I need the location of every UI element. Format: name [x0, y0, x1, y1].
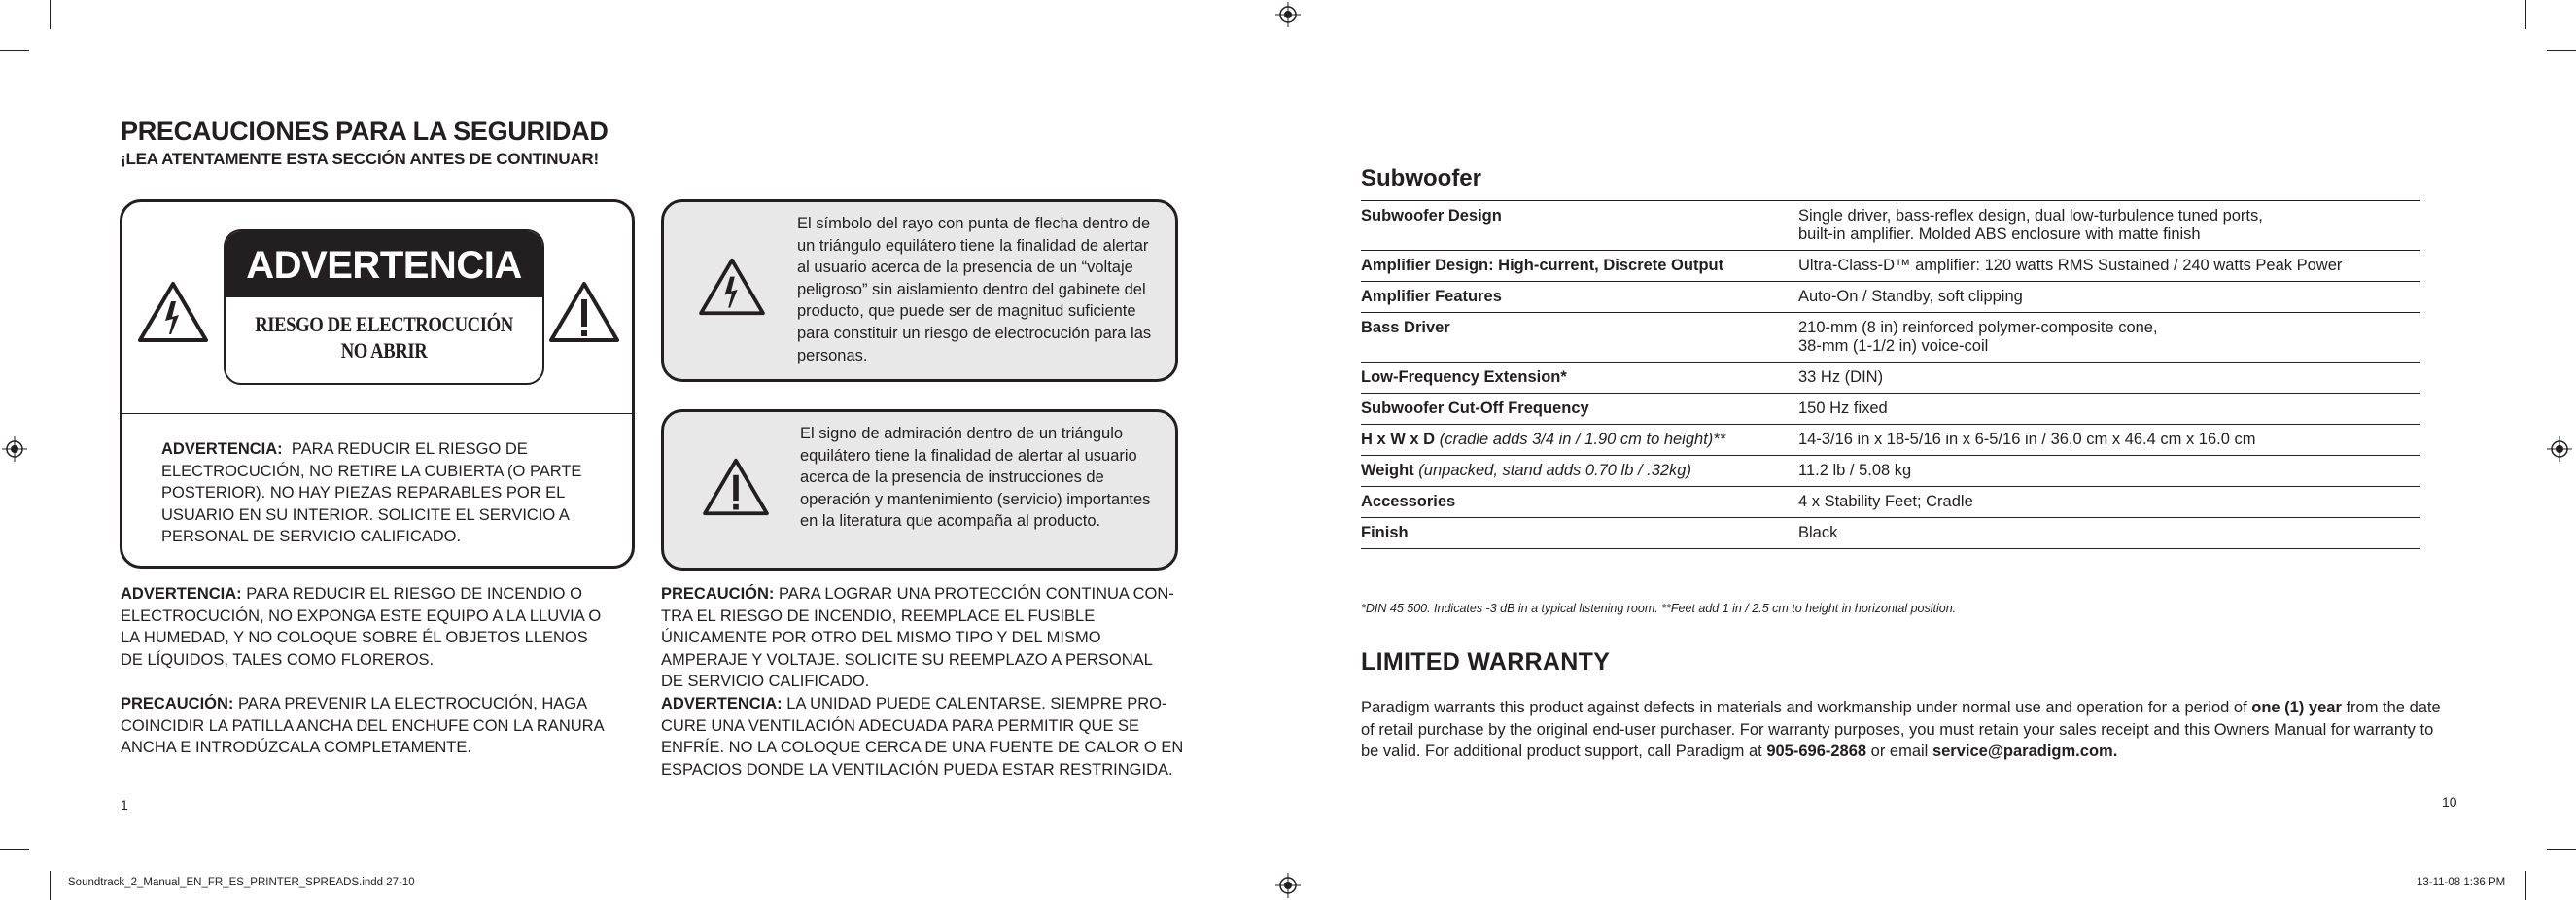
note-lead: PRECAUCIÓN:	[121, 695, 234, 712]
spec-row	[1361, 251, 2420, 282]
spec-value: 33 Hz (DIN)	[1798, 368, 1884, 386]
note-paragraph	[121, 693, 607, 759]
note-text: PARA REDUCIR EL RIESGO DE INCENDIO O ELECTROCUCIÓN, NO EXPONGA ESTE EQUIPO A LA LLUVIA O LA HUMEDAD, Y NO COLOQUE SOBRE ÉL OBJETOS LLENOS DE LÍQUIDOS, TALES COMO FLOREROS.	[121, 585, 602, 669]
exclamation-warning-icon	[701, 457, 771, 517]
lightning-warning-icon	[136, 280, 210, 344]
spec-table	[1361, 200, 2420, 549]
spec-label-cell	[1361, 282, 1798, 313]
spec-label-cell	[1361, 201, 1798, 251]
lightning-warning-icon	[697, 257, 767, 317]
spec-note: (unpacked, stand adds 0.70 lb / .32kg)	[1418, 462, 1691, 479]
spec-row	[1361, 518, 2420, 549]
spec-value: Ultra-Class-D™ amplifier: 120 watts RMS Sustained / 240 watts Peak Power	[1798, 257, 2343, 274]
spec-label-cell	[1361, 487, 1798, 518]
page-subtitle: ¡LEA ATENTAMENTE ESTA SECCIÓN ANTES DE CONTINUAR!	[121, 150, 600, 168]
section-title: Subwoofer	[1361, 165, 1481, 191]
spec-label: H x W x D	[1361, 431, 1436, 448]
crop-mark	[2547, 50, 2576, 51]
spec-label: Weight	[1361, 462, 1414, 479]
slug-filename: Soundtrack_2_Manual_EN_FR_ES_PRINTER_SPREADS.indd 27-10	[68, 877, 415, 888]
spec-value: Auto-On / Standby, soft clipping	[1798, 288, 2023, 305]
crop-mark	[0, 849, 29, 850]
spec-value-cell	[1798, 456, 2420, 487]
warning-paragraph	[161, 438, 609, 548]
spec-label-cell	[1361, 363, 1798, 394]
spec-row	[1361, 425, 2420, 456]
note-text: LA UNIDAD PUEDE CALENTARSE. SIEMPRE PRO-CURE UNA VENTILACIÓN ADECUADA PARA PERMITIR QUE SE ENFRÍE. NO LA COLOQUE CERCA DE UNA FUENTE DE CALOR O EN ESPACIOS DONDE LA VENTILACIÓN PUEDA ESTAR RESTRINGIDA.	[661, 695, 1184, 779]
spec-value: 38-mm (1-1/2 in) voice-coil	[1798, 337, 1989, 355]
spec-row	[1361, 282, 2420, 313]
warning-text: PARA REDUCIR EL RIESGO DE ELECTROCUCIÓN, NO RETIRE LA CUBIERTA (O PARTE POSTERIOR). NO HAY PIEZAS REPARABLES POR EL USUARIO EN SU INTERIOR. SOLICITE EL SERVICIO A PERSONAL DE SERVICIO CALIFICADO.	[161, 440, 582, 546]
spec-value-cell	[1798, 425, 2420, 456]
note-lead: ADVERTENCIA:	[661, 695, 783, 712]
spec-value-cell	[1798, 282, 2420, 313]
note-paragraph	[661, 583, 1176, 693]
page-title: PRECAUCIONES PARA LA SEGURIDAD	[121, 117, 609, 146]
spec-label-cell	[1361, 394, 1798, 425]
spec-label-cell	[1361, 425, 1798, 456]
spec-row	[1361, 201, 2420, 251]
crop-mark	[2525, 871, 2526, 900]
spec-label-cell	[1361, 251, 1798, 282]
registration-mark-icon	[1275, 2, 1301, 27]
spec-value: 4 x Stability Feet; Cradle	[1798, 493, 1973, 510]
spec-label: Subwoofer Design	[1361, 207, 1502, 225]
spec-label: Bass Driver	[1361, 319, 1450, 336]
slug-date: 13-11-08 1:36 PM	[2417, 877, 2506, 888]
lightning-info-text: El símbolo del rayo con punta de flecha dentro de un triángulo equilátero tiene la finalidad de alertar al usuario acerca de la presencia de un “voltaje peligroso” sin aislamiento dentro del gabinete del producto, que puede ser de magnitud suficiente para constituir un riesgo de electrocución para las personas.	[797, 215, 1152, 364]
warranty-title: LIMITED WARRANTY	[1361, 648, 1611, 675]
spec-label: Low-Frequency Extension*	[1361, 368, 1567, 386]
registration-mark-icon	[2, 436, 27, 462]
crop-mark	[2547, 849, 2576, 850]
spec-label-cell	[1361, 456, 1798, 487]
spec-label: Accessories	[1361, 493, 1456, 510]
spec-value-cell	[1798, 363, 2420, 394]
note-lead: ADVERTENCIA:	[121, 585, 242, 603]
spec-value-cell	[1798, 394, 2420, 425]
crop-mark	[50, 0, 51, 29]
spec-row	[1361, 313, 2420, 363]
warranty-part: or email	[1866, 743, 1932, 761]
spec-value-cell	[1798, 313, 2420, 363]
spec-value-cell	[1798, 518, 2420, 549]
spec-value: Single driver, bass-reflex design, dual low-turbulence tuned ports,	[1798, 207, 2263, 225]
page-number: 10	[2442, 794, 2457, 810]
registration-mark-icon	[1275, 873, 1301, 898]
spec-label: Amplifier Design: High-current, Discrete Output	[1361, 257, 1724, 274]
registration-mark-icon	[2547, 436, 2572, 462]
exclamation-info-box	[661, 409, 1178, 571]
spec-label: Finish	[1361, 524, 1409, 541]
spec-row	[1361, 363, 2420, 394]
spec-row	[1361, 456, 2420, 487]
crop-mark	[2525, 0, 2526, 29]
note-text: PARA LOGRAR UNA PROTECCIÓN CONTINUA CON-TRA EL RIESGO DE INCENDIO, REEMPLACE EL FUSIBLE ÚNICAMENTE POR OTRO DEL MISMO TIPO Y DEL MISMO AMPERAJE Y VOLTAJE. SOLICITE SU REEMPLAZO A PERSONAL DE SERVICIO CALIFICADO.	[661, 585, 1174, 691]
warranty-text	[1361, 697, 2452, 763]
support-phone: 905-696-2868	[1766, 743, 1867, 761]
warning-label	[224, 229, 544, 385]
spec-row	[1361, 487, 2420, 518]
warranty-part: Paradigm warrants this product against defects in materials and workmanship under normal use and operation for a period of	[1361, 699, 2252, 716]
warning-panel	[120, 199, 635, 569]
note-paragraph	[661, 693, 1186, 780]
note-text: PARA PREVENIR LA ELECTROCUCIÓN, HAGA COINCIDIR LA PATILLA ANCHA DEL ENCHUFE CON LA RANURA ANCHA E INTRODÚZCALA COMPLETAMENTE.	[121, 695, 604, 757]
warning-label-line: RIESGO DE ELECTROCUCIÓN	[255, 312, 513, 336]
spec-label-cell	[1361, 518, 1798, 549]
warranty-part: from the date of retail purchase by the original end-user purchaser. For warranty purposes, you must retain your sales receipt and this Owners Manual for warranty to be valid. For additional product support, call Paradigm at	[1361, 699, 2441, 761]
warning-lead: ADVERTENCIA:	[161, 440, 283, 458]
support-email: service@paradigm.com.	[1932, 743, 2118, 761]
crop-mark	[0, 50, 29, 51]
warning-heading: ADVERTENCIA	[226, 231, 542, 297]
footnote: *DIN 45 500. Indicates -3 dB in a typical listening room. **Feet add 1 in / 2.5 cm to height in horizontal position.	[1361, 602, 1957, 615]
spec-value: 11.2 lb / 5.08 kg	[1798, 462, 1912, 479]
spec-value-cell	[1798, 487, 2420, 518]
lightning-info-box	[661, 199, 1178, 382]
spec-value-cell	[1798, 201, 2420, 251]
spec-label: Subwoofer Cut-Off Frequency	[1361, 399, 1589, 417]
spec-value: 150 Hz fixed	[1798, 399, 1888, 417]
spec-value-cell	[1798, 251, 2420, 282]
warranty-period: one (1) year	[2251, 699, 2342, 716]
spec-value: 14-3/16 in x 18-5/16 in x 6-5/16 in / 36.0 cm x 46.4 cm x 16.0 cm	[1798, 431, 2256, 448]
spec-note: (cradle adds 3/4 in / 1.90 cm to height)**	[1439, 431, 1726, 448]
note-lead: PRECAUCIÓN:	[661, 585, 775, 603]
spec-label: Amplifier Features	[1361, 288, 1502, 305]
page-number: 1	[121, 797, 128, 813]
spec-row	[1361, 394, 2420, 425]
exclamation-warning-icon	[547, 280, 621, 344]
spec-label-cell	[1361, 313, 1798, 363]
crop-mark	[50, 871, 51, 900]
exclamation-info-text: El signo de admiración dentro de un triángulo equilátero tiene la finalidad de alertar al usuario acerca de la presencia de instrucciones de operación y mantenimiento (servicio) importantes en la literatura que acompaña al producto.	[800, 425, 1151, 531]
spec-value: 210-mm (8 in) reinforced polymer-composite cone,	[1798, 319, 2158, 336]
divider	[122, 413, 632, 414]
spec-value: Black	[1798, 524, 1838, 541]
note-paragraph	[121, 583, 607, 671]
warning-label-line: NO ABRIR	[340, 338, 428, 363]
spec-value: built-in amplifier. Molded ABS enclosure with matte finish	[1798, 225, 2201, 243]
warning-label-text	[249, 311, 518, 363]
